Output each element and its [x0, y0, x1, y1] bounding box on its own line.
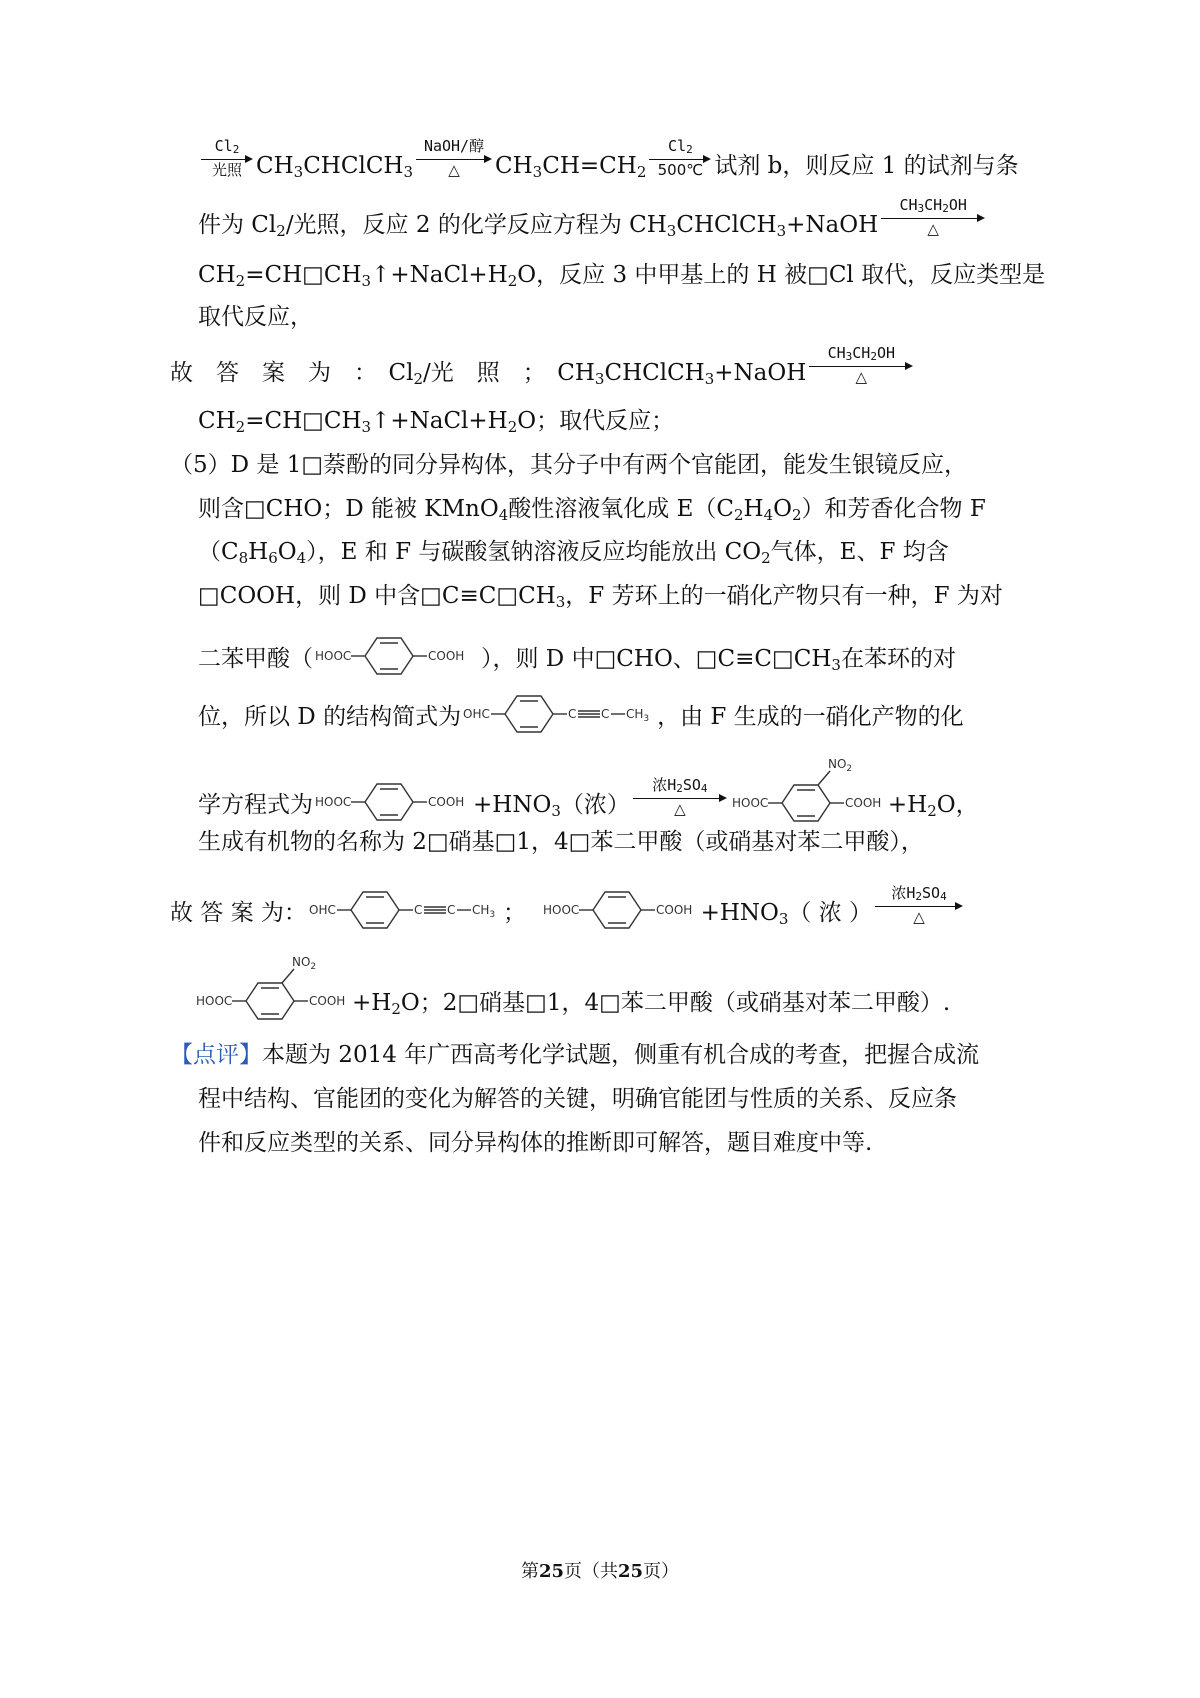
reaction-arrow-1: $Cl_2$ 光照 — [201, 137, 253, 185]
review-line-3: 件和反应类型的关系、同分异构体的推断即可解答，题目难度中等. — [198, 1130, 873, 1156]
reaction-arrow-3: $\frac{Cl_2}{500℃}$ — [649, 137, 711, 185]
line-6: $CH_2=CH□CH_3↑+NaCl+H_2O$；取代反应； — [198, 408, 675, 436]
svg-text:OHC: OHC — [308, 903, 336, 917]
review-line-2: 程中结构、官能团的变化为解答的关键，明确官能团与性质的关系、反应条 — [198, 1086, 957, 1112]
reaction-arrow-6: 浓$H_2SO_4$ △ — [633, 776, 727, 824]
line-10: □COOH，则 D 中含$□C\equiv C□CH_3$，F 芳环上的一硝化产物只有一种，F 为对 — [198, 583, 1003, 611]
nitroterephthalic-acid-structure — [194, 952, 352, 1024]
reaction-arrow-2: NaOH/醇 △ — [416, 137, 492, 185]
svg-text:COOH: COOH — [428, 649, 465, 663]
svg-text:OHC: OHC — [463, 707, 490, 721]
terephthalic-acid-structure — [313, 633, 481, 679]
line-3: $CH_2=CH□CH_3↑+NaCl+H_2O$，反应 3 中甲基上的 H 被□Cl 取代，反应类型是 — [198, 262, 1046, 290]
svg-text:CH3: $CH_3$ — [471, 903, 496, 920]
svg-text:HOOC: HOOC — [315, 649, 352, 663]
compound-d-structure — [307, 887, 503, 933]
line-14: 生成有机物的名称为 2□硝基□1，4□苯二甲酸（或硝基对苯二甲酸）， — [198, 829, 924, 855]
line-9: $(C_8H_6O_4)$，E 和 F 与碳酸氢钠溶液反应均能放出 $CO_2$气体，E、F 均含 — [198, 539, 949, 567]
svg-text:C: C — [601, 707, 610, 721]
reaction-arrow-7: 浓$H_2SO_4$ △ — [875, 884, 963, 932]
line-13: 学方程式为 HOOC COOH $+HNO_3$（浓） 浓$H_2SO_4$ △ $NO_2$ HOOC COOH $+H_2O$， — [198, 770, 979, 842]
svg-text:COOH: COOH — [844, 796, 882, 810]
line-11: 二苯甲酸（ HOOC COOH ），则 D 中□CHO、$□C\equiv C□CH_3$在苯环的对 — [198, 637, 956, 683]
svg-text:C: C — [413, 903, 423, 917]
line-8: 则含□CHO；D 能被 KMnO$_4$酸性溶液氧化成 $E(C_2H_4O_2)$和芳香化合物 F — [198, 496, 986, 524]
svg-text:C: C — [446, 903, 456, 917]
svg-text:HOOC: HOOC — [315, 795, 352, 809]
svg-text:HOOC: HOOC — [731, 796, 769, 810]
svg-text:HOOC: HOOC — [542, 903, 579, 917]
terephthalic-acid-structure — [313, 779, 473, 825]
svg-text:COOH: COOH — [428, 795, 465, 809]
line-2: 件为 $Cl_2/$光照，反应 2 的化学反应方程为 $CH_3CHClCH_3+NaOH$ $CH_3CH_2OH$ △ — [198, 202, 988, 250]
line-4: 取代反应， — [198, 304, 313, 330]
svg-text:CH3: $CH_3$ — [626, 707, 650, 724]
line-7: （5）D 是 1□萘酚的同分异构体，其分子中有两个官能团，能发生银镜反应， — [170, 452, 968, 478]
svg-text:C: C — [568, 707, 577, 721]
reaction-arrow-5: $CH_3CH_2OH$ △ — [809, 344, 913, 392]
svg-text:HOOC: HOOC — [196, 994, 233, 1008]
svg-text:NO2: $NO_2$ — [827, 757, 853, 774]
svg-text:NO2: $NO_2$ — [292, 955, 317, 972]
svg-text:COOH: COOH — [655, 903, 692, 917]
line-15: 故 答 案 为： OHC C C $CH_3$ ； HOOC COOH $+HNO_3$（ 浓 ） 浓$H_2SO_4$ △ — [170, 890, 966, 938]
reaction-arrow-4: $CH_3CH_2OH$ △ — [881, 196, 985, 244]
compound-d-structure — [461, 691, 657, 737]
svg-text:COOH: COOH — [309, 994, 346, 1008]
line-16: $NO_2$ HOOC COOH $+H_2O$；2□硝基□1，4□苯二甲酸（或硝基对苯二甲酸）. — [194, 968, 950, 1040]
line-1: $Cl_2$ 光照 $CH_3CHClCH_3$ NaOH/醇 △ $CH_3CH=CH_2$ $\frac{Cl_2}{500℃}$ 试剂 b，则反应 1 的试剂与条 — [198, 143, 1019, 191]
terephthalic-acid-structure — [541, 887, 701, 933]
review-label: 【点评】 — [170, 1042, 262, 1068]
review-line-1: 【点评】本题为 2014 年广西高考化学试题，侧重有机合成的考查，把握合成流 — [170, 1042, 980, 1068]
line-5: 故 答 案 为 ： $Cl_2/$光 照 ； $CH_3CHClCH_3+NaOH$ $CH_3CH_2OH$ △ — [170, 350, 916, 398]
nitroterephthalic-acid-structure — [730, 754, 888, 826]
page-footer: 第25页（共25页） — [520, 1561, 680, 1582]
line-12: 位，所以 D 的结构简式为 OHC C C $CH_3$ ，由 F 生成的一硝化产物的化 — [198, 695, 964, 741]
